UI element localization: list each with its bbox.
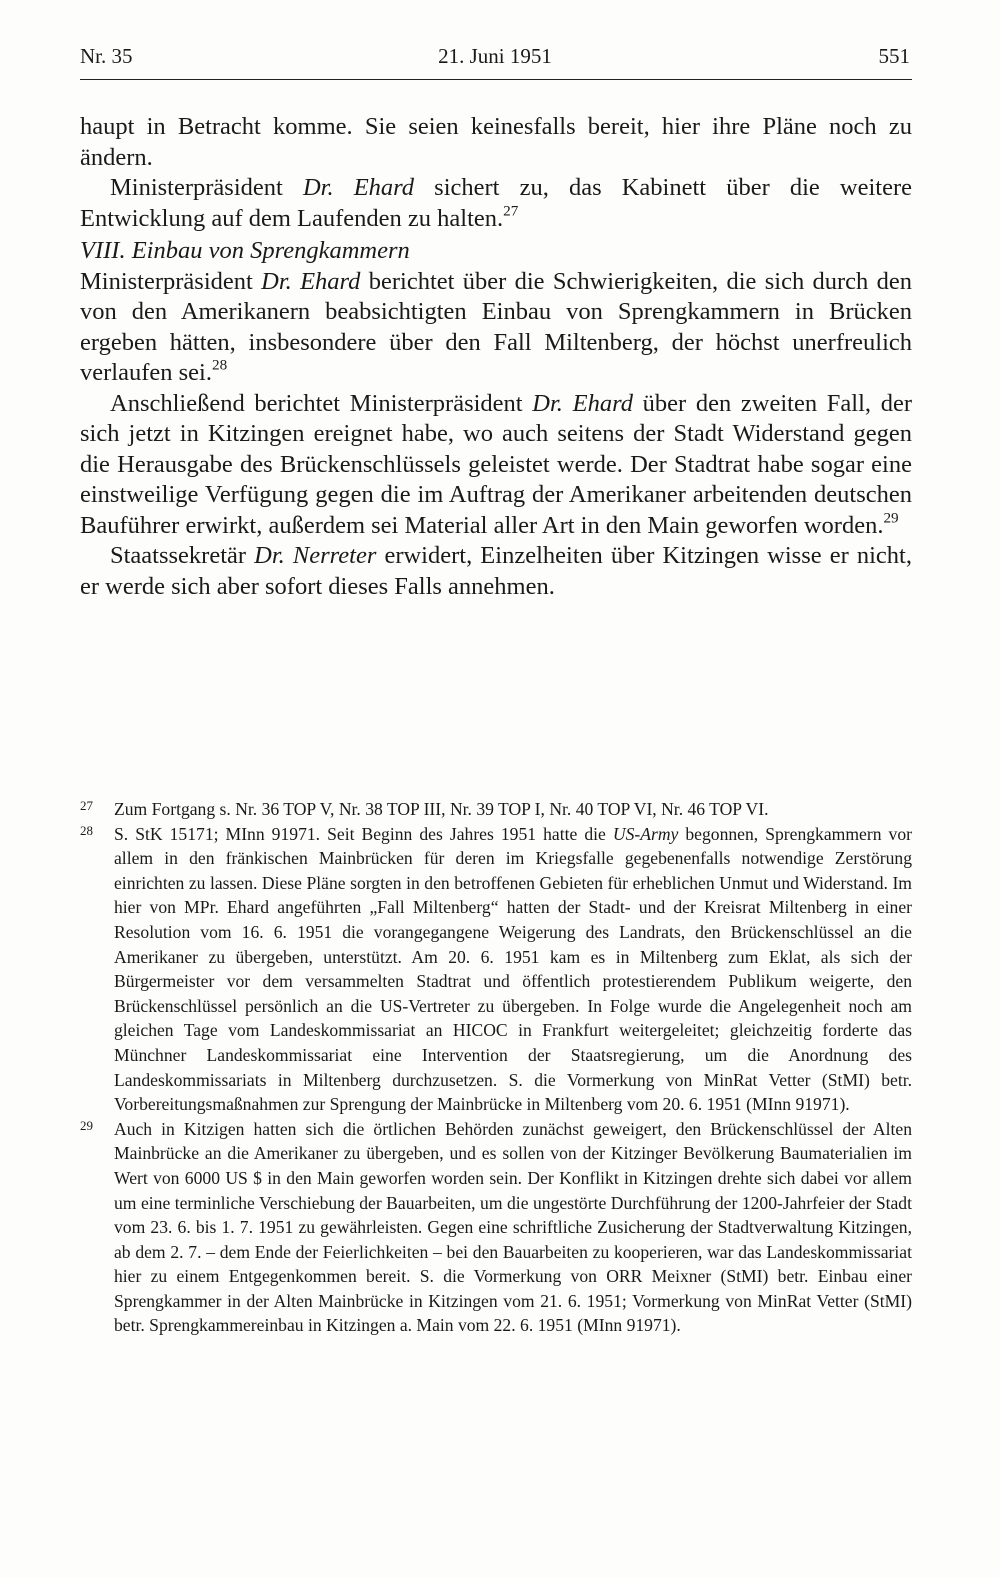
header-rule <box>80 79 912 80</box>
footnote-28: 28 S. StK 15171; MInn 91971. Seit Beginn des Jahres 1951 hatte die US-Army begonnen, Sprengkammern vor allem in den fränkischen Mainbrücken für deren im Kriegsfalle gegebenenfalls notwendige Zerstörung einrichten zu lassen. Diese Pläne sorgten in den betroffenen Gebieten für erheblichen Unmut und Widerstand. Im hier von MPr. Ehard angeführten „Fall Miltenberg“ hatten der Stadt- und der Kreisrat Miltenberg in einer Resolution vom 16. 6. 1951 die vorangegangene Weigerung des Landrats, den Brückenschlüssel an die Amerikaner zu übergeben, unterstützt. Am 20. 6. 1951 kam es in Miltenberg zum Eklat, als sich der Bürgermeister vor dem versammelten Stadtrat und öffentlich protestierendem Publikum weigerte, den Brückenschlüssel persönlich an die US-Vertreter zu übergeben. In Folge wurde die Angelegenheit noch am gleichen Tage vom Landeskommissariat an HICOC in Frankfurt weitergeleitet; gleichzeitig forderte das Münchner Landeskommissariat eine Intervention der Staatsregierung, um die Anordnung des Landeskommissariats in Miltenberg durchzusetzen. S. die Vormerkung von MinRat Vetter (StMI) betr. Vorbereitungsmaßnahmen zur Sprengung der Mainbrücke in Miltenberg vom 20. 6. 1951 (MInn 91971). <box>80 822 912 1117</box>
footnote-29: 29 Auch in Kitzigen hatten sich die örtlichen Behörden zunächst geweigert, den Brückenschlüssel der Alten Mainbrücke an die Amerikaner zu übergeben, und es sollen von der Kitzinger Bevölkerung Baumaterialien im Wert von 6000 US $ in den Main geworfen worden sein. Der Konflikt in Kitzingen drehte sich dabei vor allem um eine terminliche Verschiebung der Bauarbeiten, um die ungestörte Durchführung der 1200-Jahrfeier der Stadt vom 23. 6. bis 1. 7. 1951 zu gewährleisten. Gegen eine schriftliche Zusicherung der Stadtverwaltung Kitzingen, ab dem 2. 7. – dem Ende der Feierlichkeiten – bei den Bauarbeiten zu kooperieren, war das Landeskommissariat hier zu einem Entgegenkommen bereit. S. die Vormerkung von ORR Meixner (StMI) betr. Einbau einer Sprengkammer in der Alten Mainbrücke in Kitzingen vom 21. 6. 1951; Vormerkung von MinRat Vetter (StMI) betr. Sprengkammereinbau in Kitzingen a. Main vom 22. 6. 1951 (MInn 91971). <box>80 1117 912 1338</box>
footnote-number: 29 <box>80 1117 93 1133</box>
footnote-ref-29[interactable]: 29 <box>883 508 899 526</box>
page-number: 551 <box>878 44 910 68</box>
paragraph-sprengkammern: Ministerpräsident Dr. Ehard berichtet über die Schwierigkeiten, die sich durch den von den Amerikanern beabsichtigten Einbau von Sprengkammern in Brücken ergeben hätten, insbesondere über den Fall Miltenberg, der höchst unerfreulich verlaufen sei.$^{28}$ <box>80 267 912 386</box>
footnotes <box>80 797 912 1338</box>
main-text <box>80 112 912 602</box>
paragraph-ehard-assurance: Ministerpräsident Dr. Ehard sichert zu, das Kabinett über die weitere Entwicklung auf dem Laufenden zu halten.$^{27}$ <box>80 174 913 232</box>
footnote-number: 27 <box>80 798 93 813</box>
running-header <box>80 44 910 84</box>
paragraph-continuation: haupt in Betracht komme. Sie seien keinesfalls bereit, hier ihre Pläne noch zu ändern. <box>80 113 912 171</box>
footnote-ref-27[interactable]: 27 <box>503 201 519 219</box>
footnote-number: 28 <box>80 822 93 838</box>
paragraph-nerreter: Staatssekretär Dr. Nerreter erwidert, Einzelheiten über Kitzingen wisse er nicht, er werde sich aber sofort dieses Falls annehmen. <box>80 542 912 600</box>
header-date: 21. Juni 1951 <box>438 44 552 68</box>
document-number: Nr. 35 <box>80 44 133 68</box>
footnote-ref-28[interactable]: 28 <box>211 356 228 374</box>
footnote-27: 27 Zum Fortgang s. Nr. 36 TOP V, Nr. 38 TOP III, Nr. 39 TOP I, Nr. 40 TOP VI, Nr. 46 TOP VI. <box>80 797 912 822</box>
paragraph-kitzingen: Anschließend berichtet Ministerpräsident Dr. Ehard über den zweiten Fall, der sich jetzt in Kitzingen ereignet habe, wo auch seitens der Stadt Widerstand gegen die Herausgabe des Brückenschlüssels geleistet werde. Der Stadtrat habe sogar eine einstweilige Verfügung gegen die im Auftrag der Amerikaner arbeitenden deutschen Bauführer erwirkt, außerdem sei Material aller Art in den Main geworfen worden.$^{29}$ <box>80 389 912 539</box>
section-heading: VIII. Einbau von Sprengkammern <box>80 237 410 264</box>
